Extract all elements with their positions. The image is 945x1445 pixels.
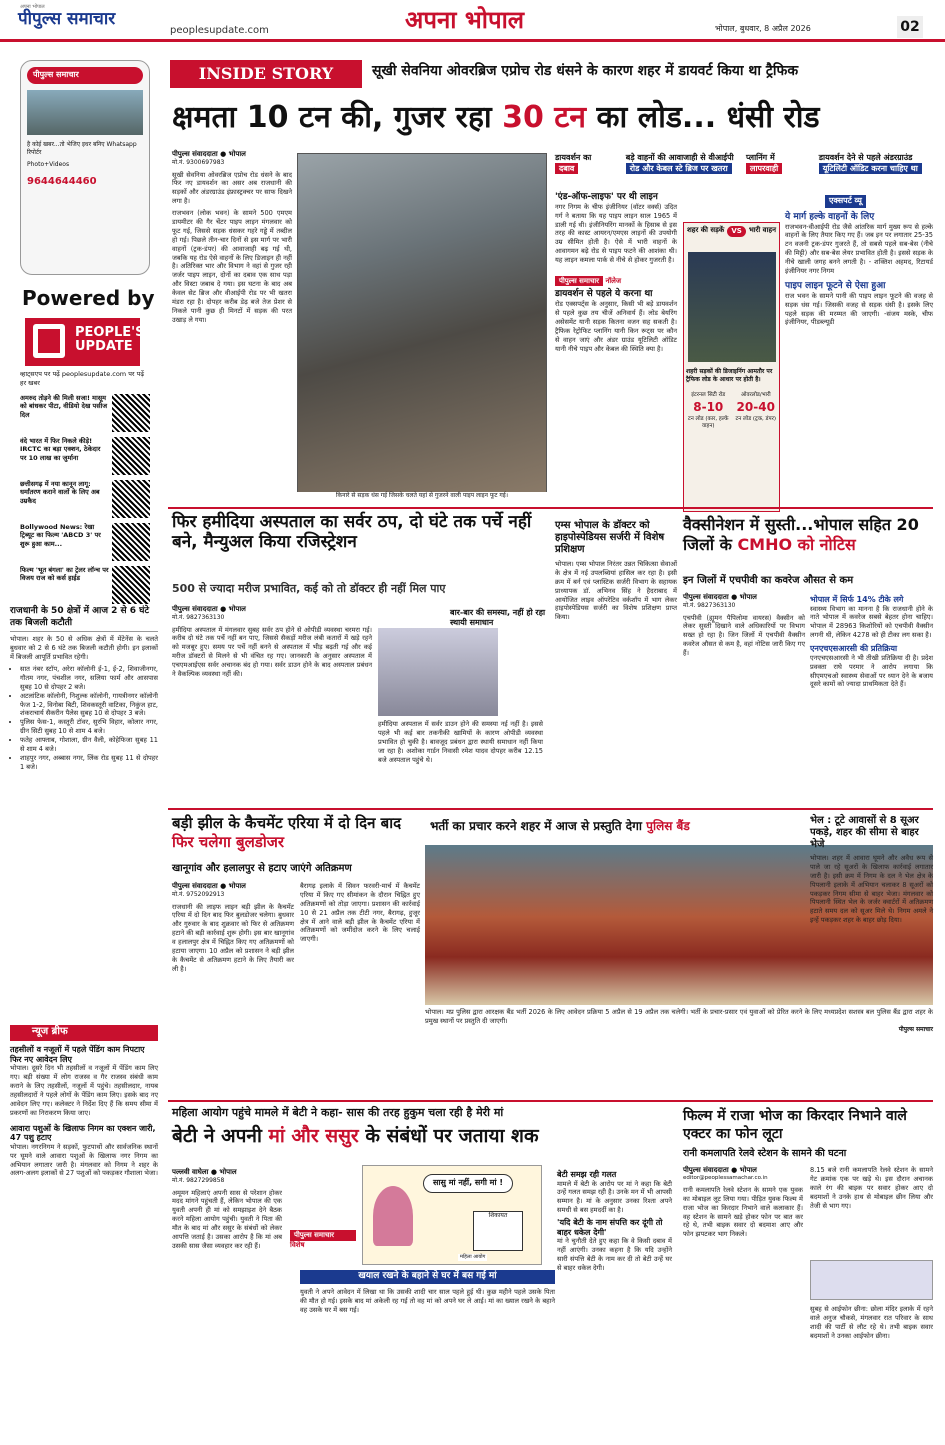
story-text: नगर निगम के चीफ इंजीनियर (वॉटर वर्क्स) उदित गर्ग ने बताया कि यह पाइप लाइन साल 1965 में डाली गई थी। इंजीनियरिंग मानकों के हिसाब से इस तरह की कास्ट आयरन/एमएस लाइनों की उपयोगी उम्र सीमित होती है। ऐसे में भारी वाहनों के आवागमन बढ़े रोड से पाइप फटने की आशंका थी। यह लाइन कमला पार्क से नीचे से होकर गुजरती है। (555, 202, 677, 265)
headline-part: बेटी ने अपनी (172, 1125, 269, 1147)
vs-left: शहर की सड़कें (687, 226, 725, 234)
page-header (0, 0, 945, 42)
story-text: भोपाल। दूसरे दिन भी तहसीलों व नजूलों में पेंडिंग काम लिए गए। बड़ी संख्या में लोग राजस्व व गैर राजस्व संबंधी काम कराने के लिए तहसीलों, नजूलों में पहुंचे। तहसीलदार, नायब तहसीलदारों ने पहले लोगों के पेंडिंग काम लिए। इसके बाद नए आवेदन लिए गए। कलेक्टर ने निर्देश दिए हैं कि समय सीमा में प्रकरणों का निराकरण किया जाए। (10, 1064, 158, 1117)
whatsapp-ad[interactable] (20, 60, 150, 275)
expert-tag: एक्सपर्ट व्यू (825, 195, 866, 208)
promo-item[interactable]: वंदे भारत में फिर निकले कीड़े! IRCTC का बड़ा एक्शन, ठेकेदार पर 10 लाख का जुर्माना (20, 436, 101, 463)
flag-item (819, 153, 933, 183)
ad-brand: पीपुल्स समाचार (27, 67, 143, 84)
byline: पीपुल्स संवाददाता ● भोपाल (683, 1166, 757, 1174)
headline-part: के संबंधों पर जताया शक (358, 1125, 539, 1147)
flag-item (555, 153, 620, 183)
story-headline[interactable]: आवारा पशुओं के खिलाफ निगम का एक्शन जारी, 47 पशु हटाए (10, 1123, 156, 1143)
story-text: युवती ने अपने आवेदन में लिखा था कि उसकी शादी चार साल पहले हुई थी। कुछ महीने पहले उसके पिता की मौत हो गई। इसके बाद मां अकेली रह गई तो वह मां को अपने घर ले आई। मां का ख्याल रखने के बहाने वह उसके घर में बस गई। (300, 1288, 555, 1314)
list-item: • शाहपुर नगर, अब्बास नगर, लिंक रोड सुबह 11 से दोपहर 1 बजे। (20, 754, 158, 772)
story-text: भोपाल। नगरनिगम ने सड़कों, फुटपाथों और सार्वजनिक स्थानों पर घूमने वाले आवारा पशुओं के खिलाफ नगर निगम का अभियान लगातार जारी है। मंगलवार को निगम ने शहर के अलग-अलग इलाकों से 27 पशुओं को पकड़कर गौशाला भेजा। (10, 1142, 158, 1178)
promo-item[interactable]: अमरुद तोड़ने की मिली सजा! मासूम को बांधकर पीटा, वीडियो देख पसीज दिल (20, 393, 108, 420)
area-list (10, 665, 158, 772)
banner-text (300, 1288, 555, 1315)
vs-badge: VS (727, 226, 745, 237)
tag: नॉलेज (605, 277, 622, 286)
powered-by: Powered by (22, 286, 155, 310)
list-item: • सात नंबर स्टॉप, अरेरा कॉलोनी ई-1, ई-2, शिवाजीनगर, गौतम नगर, पंचशील नगर, सलिया फार्म और आसपास सुबह 10 से दोपहर 2 बजे। (20, 665, 158, 692)
bulldozer-column-2 (300, 882, 420, 944)
flag-item (626, 153, 740, 183)
headline-part: क्षमता 10 टन की, गुजर रहा (172, 100, 503, 135)
story-headline[interactable]: तहसीलों व नजूलों में पहले पेंडिंग काम निपटाए फिर नए आवेदन लिए (10, 1045, 145, 1064)
inside-story-label: INSIDE STORY (170, 60, 362, 88)
headline-part: बड़ी झील के कैचमेंट एरिया में दो दिन बाद (172, 814, 402, 832)
flag-highlight: लापरवाही (746, 163, 782, 174)
phone: मो.नं. 9827363130 (683, 602, 736, 610)
hamidia-column-2 (378, 720, 543, 764)
story-text: एनएचएसआरसी ने भी तीखी प्रतिक्रिया दी है। प्रदेश प्रवक्ता राघे परमार ने आरोप लगाया कि सीएमएचओ स्वास्थ्य सेवाओं पर ध्यान देने के बजाय दूसरे कामों को ज्यादा प्राथमिकता देते हैं। (810, 653, 933, 689)
headline-highlight: पुलिस बैंड (646, 819, 690, 833)
qr-code-icon (112, 394, 150, 432)
headline-part: भर्ती का प्रचार करने शहर में आज से प्रस्तुति देगा (430, 819, 647, 833)
news-brief-bar: न्यूज ब्रीफ (10, 1025, 158, 1041)
vs-row (684, 223, 779, 240)
list-item: • पुलिस फेस-1, कस्तूरी टॉवर, सुरभि विहार, कोलार नगर, ग्रीन सिटी सुबह 10 से शाम 4 बजे। (20, 718, 158, 736)
divider (168, 808, 933, 810)
ad-label: Photo+Videos (27, 160, 70, 168)
story-text: रानी कमलापति रेलवे स्टेशन के सामने एक युवक का मोबाइल लूट लिया गया। पीड़ित युवक फिल्म में राजा भोज का किरदार निभाने वाले कलाकार हैं। वह स्टेशन के सामने खड़े होकर फोन पर बात कर रहे थे, तभी बाइक सवार दो बदमाश आए और फोन झपटकर भाग निकले। (683, 1185, 803, 1239)
load-value: 20-40 (736, 400, 775, 415)
bulldozer-headline[interactable] (172, 814, 422, 852)
promo-item[interactable]: फिल्म 'भूत बंगला' का ट्रेलर लॉन्च पर विजय राज को कर्स हाईड (20, 565, 109, 583)
flag-item (746, 153, 813, 183)
byline: पीपुल्स संवाददाता ● भोपाल (683, 593, 757, 601)
story-text: मां ने चुनौती देते हुए कहा कि वे किसी दबाव में नहीं आएंगी। उनका कहना है कि यदि उन्होंने सारी संपत्ति बेटी के नाम कर दी तो बेटी उन्हें घर से बाहर धकेल देगी। (557, 1237, 672, 1273)
load-item (686, 392, 731, 430)
knowledge-tag (555, 277, 677, 286)
lead-column (172, 150, 292, 325)
ad-photo (27, 90, 143, 135)
cartoon-illustration (362, 1165, 542, 1265)
subhead[interactable]: 'एंड-ऑफ-लाइफ' पर थी लाइन (555, 192, 658, 202)
subhead[interactable]: बेटी समझ रही गलत (557, 1170, 617, 1179)
flag-text: बड़े वाहनों की आवाजाही से वीआईपी (625, 153, 734, 162)
logo-text: PEOPLE'S UPDATE (75, 325, 145, 355)
hamidia-headline[interactable]: फिर हमीदिया अस्पताल का सर्वर ठप, दो घंटे तक पर्चे नहीं बने, मैन्युअल किया रजिस्ट्रेशन (172, 512, 532, 553)
subhead[interactable]: डायवर्शन से पहले ये करना था (555, 289, 653, 300)
lead-headline[interactable] (172, 98, 820, 139)
story-text: हमीदिया अस्पताल में मंगलवार सुबह सर्वर ठप होने से ओपीडी व्यवस्था चरमरा गई। करीब दो घंटे तक पर्चे नहीं बन पाए, जिससे सैकड़ों मरीज लंबी कतारों में खड़े रहने को मजबूर हुए। समय पर पर्चे नहीं बनने से अस्पताल में भीड़ बढ़ती गई और कई मरीज डॉक्टरों से मिलने से भी वंचित रह गए। जानकारी के अनुसार अस्पताल में एचएमआईएस सर्वर अचानक बंद हो गया। सर्वर डाउन होने के बाद अस्पताल प्रबंधन ने वैकल्पिक व्यवस्था नहीं की। (172, 625, 372, 678)
cmho-column (683, 593, 805, 658)
aiims-headline[interactable]: एम्स भोपाल के डॉक्टर को हाइपोस्पेडियस सर्जरी में विशेष प्रशिक्षण (555, 520, 665, 555)
logo-icon (33, 324, 65, 358)
cmho-headline[interactable] (683, 515, 933, 555)
story-text: मामले में बेटी के आरोप पर मां ने कहा कि बेटी उन्हें गलत समझ रही है। उनके मन में भी आपसी सम्मान है। मां के अनुसार उनका रिश्ता अपने समधी से बस हमदर्दी का है। (557, 1179, 672, 1215)
hamidia-subhead: 500 से ज्यादा मरीज प्रभावित, कई को तो डॉक्टर ही नहीं मिल पाए (172, 582, 446, 595)
hospital-photo (378, 628, 498, 716)
masthead-tagline: अपना भोपाल (20, 4, 45, 10)
story-text: सुबह से आईफोन छीना: छोला मंदिर इलाके में रहने वाले अनुज चौकसे, मंगलवार रात परिवार के साथ शादी की पार्टी से लौट रहे थे। तभी बाइक सवार बदमाशों ने उनका आईफोन छीना। (810, 1305, 933, 1340)
photo-caption: किनारे से सड़क धंस गई जिसके चलते यहां से गुजरने वाली पाइप लाइन फूट गई। (297, 492, 547, 500)
actor-column-2 (810, 1166, 933, 1210)
commission-headline[interactable] (172, 1124, 672, 1150)
qr-code-icon (112, 523, 150, 561)
pigs-story (810, 815, 933, 925)
phone: मो.नं. 9827299858 (172, 1177, 225, 1185)
promo-item[interactable]: व्हाट्सएप पर पढ़ें peoplesupdate.com पर पढ़ें हर खबर (20, 370, 144, 387)
promo-item[interactable]: छत्तीसगढ़ में नया कानून लागू: धर्मांतरण कराने वालों के लिए अब उम्रकैद (20, 479, 100, 506)
cmho-side (810, 595, 933, 689)
phone: मो.नं. 9752092913 (172, 891, 225, 899)
promo-item[interactable]: Bollywood News: रेखा ट्रिब्यूट का फिल्म 'ABCD 3' पर शुरू हुआ काम... (20, 522, 101, 549)
load-unit: टन लोड (कार, हल्के वाहन) (687, 415, 729, 430)
load-value: 8-10 (693, 400, 724, 415)
road-collapse-photo (297, 153, 547, 493)
phone: मो.नं. 9300697983 (172, 159, 225, 167)
story-banner: खयाल रखने के बहाने से घर में बस गई मां (300, 1270, 555, 1284)
aiims-story (555, 520, 677, 622)
load-item (734, 392, 779, 430)
tag: पीपुल्स समाचार (290, 1230, 356, 1241)
headline-highlight: मां और ससुर (268, 1125, 359, 1147)
list-item: • फतेह आफ्ताब, गोशाला, ग्रीन वैली, कोहेफिजा सुबह 11 से शाम 4 बजे। (20, 736, 158, 754)
email[interactable]: editor@peoplessamachar.co.in (683, 1175, 768, 1182)
tag: विशेष (290, 1241, 305, 1250)
actor-subhead: रानी कमलापति रेलवे स्टेशन के सामने की घटना (683, 1148, 847, 1159)
bulldozer-subhead: खानूगांव और हलालपुर से हटाए जाएंगे अतिक्रमण (172, 863, 352, 874)
masthead-logo: पीपुल्स समाचार (18, 9, 116, 29)
photo-credit: पीपुल्स समाचार (898, 1025, 933, 1033)
page-number: 02 (897, 16, 923, 38)
headline-highlight: CMHO को नोटिस (737, 535, 856, 554)
woman-figure (373, 1186, 413, 1246)
story-text: अमूमन महिलाएं अपनी सास से परेशान होकर मदद मांगने पहुंचती हैं, लेकिन भोपाल की एक युवती अपनी ही मां को समझाइश देने बैठक करने महिला आयोग पहुंची। युवती ने पिता की मौत के बाद मां और ससुर के संबंधों को लेकर आपत्ति जताई है। उसका आरोप है कि मां अब उसकी सास जैसा व्यवहार कर रही हैं। (172, 1188, 282, 1250)
story-text: राज भवन के सामने पानी की पाइप लाइन फूटने की वजह से सड़क धंस गई। जिसकी वजह से सड़क धंसी है। इसके लिए पहले सड़क की मरम्मत की जाएगी। -संजय मस्के, चीफ इंजीनियर, पीडब्ल्यूडी (785, 291, 933, 327)
phone: मो.नं. 9827363130 (172, 614, 225, 622)
subhead[interactable]: पाइप लाइन फूटने से ऐसा हुआ (785, 280, 886, 291)
ad-phone-number[interactable]: 9644644460 (27, 176, 97, 188)
promo-list (20, 370, 150, 604)
story-text: स्वास्थ्य विभाग का मानना है कि राजधानी होने के नाते भोपाल में कवरेज सबसे बेहतर होना चाहिए। भोपाल में 28963 किशोरियों को एचपीवी वैक्सीन लगनी थी, लेकिन 4278 को ही टीका लग सका है। (810, 604, 933, 640)
story-text: भोपाल। एम्स भोपाल निरंतर उन्नत चिकित्सा सेवाओं के क्षेत्र में नई उपलब्धियां हासिल कर रहा है। इसी क्रम में बर्न एवं प्लास्टिक सर्जरी विभाग के सहायक प्राध्यापक डॉ. अभिनव सिंह ने हैदराबाद में आयोजित लाइव ऑपरेटिव वर्कशॉप में भाग लेकर हाइपोस्पेडियस सर्जरी का विशेष प्रशिक्षण प्राप्त किया। (555, 560, 677, 622)
phone-photo (810, 1260, 933, 1300)
expert-view (785, 195, 933, 327)
flag-text: डायवर्शन का (555, 153, 592, 162)
qr-code-icon (112, 566, 150, 604)
peoples-update-logo[interactable] (25, 318, 145, 366)
byline: पीपुल्स संवाददाता ● भोपाल (172, 605, 246, 613)
subhead[interactable]: बार-बार की समस्या, नहीं हो रहा स्थायी समाधान (450, 608, 546, 627)
byline: पल्लवी वाघेला ● भोपाल (172, 1168, 237, 1176)
list-item: • अटलांटिक कॉलोनी, निशुल्क कॉलोनी, गायत्रीनगर कॉलोनी फेज 1-2, विनोबा बिटी, शिवकस्तूरी वाटिका, निकुंज हाट, शंकराचार्य सैकरीन पैलेस सुबह 10 से दोपहर 3 बजे। (20, 692, 158, 719)
life-column (555, 192, 677, 354)
dateline: भोपाल, बुधवार, 8 अप्रैल 2026 (715, 24, 811, 33)
police-band-headline[interactable] (430, 818, 780, 834)
pigs-headline[interactable]: भेल : टूटे आवासों से 8 सूअर पकड़े, शहर की सीमा से बाहर भेजे (810, 815, 919, 850)
hamidia-column (172, 605, 372, 679)
actor-column-3 (810, 1305, 933, 1341)
section-title: अपना भोपाल (405, 6, 525, 34)
story-text: भोपाल। मप्र पुलिस द्वारा आरक्षक बैंड भर्ती 2026 के लिए आवेदन प्रक्रिया 5 अप्रैल से 19 अप्रैल तक चलेगी। भर्ती के प्रचार-प्रसार एवं युवाओं को प्रेरित करने के लिए मध्यप्रदेश सशस्त्र बल पुलिस बैंड द्वारा शहर के प्रमुख स्थानों पर प्रस्तुति दी जाएगी। (425, 1008, 933, 1025)
story-text: भोपाल। शहर में आवारा घूमने और अवैध रूप से पाले जा रहे सूअरों के खिलाफ कार्रवाई लगातार जारी है। इसी क्रम में निगम के दल ने भेल क्षेत्र के पिपलानी इलाके में अभियान चलाकर 8 सूअरों को पकड़कर निगम सीमा से बाहर भेजा। मंगलवार को पिपलानी स्थित भेल के जर्जर क्वार्टरों में अतिक्रमण हटाते समय दल को सूअर मिले थे। निगम अमले ने इन्हें पकड़कर शहर के बाहर छोड़ दिया। (810, 854, 933, 925)
headline-part: का लोड... धंसी रोड (586, 100, 820, 135)
flag-highlight: रोड और केबल स्टे ब्रिज पर खतरा (626, 163, 732, 174)
flag-text: डायवर्शन देने से पहले अंडरग्राउंड (818, 153, 913, 162)
hamidia-box (450, 608, 545, 627)
load-label: इंटरनल सिटी रोड (691, 392, 726, 398)
story-text: सूखी सेवनिया ओवरब्रिज एप्रोच रोड धंसने के बाद फिर नए डायवर्शन का असर अब राजधानी की सड़कों और अंडरग्राउंड इंफ्रास्ट्रक्चर पर साफ दिखने लगा है। (172, 170, 292, 206)
tag: पीपुल्स समाचार (555, 276, 603, 286)
divider (168, 1100, 933, 1102)
subhead[interactable]: भोपाल में सिर्फ 14% टीके लगे (810, 595, 904, 604)
story-text: रोड एक्सपर्ट्स के अनुसार, किसी भी बड़े डायवर्शन से पहले कुछ तय चीजें अनिवार्य हैं। लोड बेयरिंग असेसमेंट यानी सड़क कितना वजन सह सकती है। ट्रैफिक रेट्रोफिट प्लानिंग यानी किन रूट्स पर कौन से वाहन जाएं और अंडर ग्राउंड यूटिलिटी ऑडिट यानी नीचे पाइप और केबल की स्थिति क्या है। (555, 300, 677, 353)
subhead[interactable]: 'यदि बेटी के नाम संपत्ति कर दूंगी तो बाहर धकेल देगी' (557, 1218, 663, 1237)
story-text: भोपाल। शहर के 50 से अधिक क्षेत्रों में मेंटेनेंस के चलते बुधवार को 2 से 6 घंटे तक बिजली कटौती होगी। इन इलाकों में बिजली आपूर्ति प्रभावित रहेगी। (10, 635, 158, 662)
bulldozer-column (172, 882, 294, 974)
vs-right: भारी वाहन (748, 226, 776, 234)
info-caption: शहरी सड़कों की डिजाइनिंग आमतौर पर ट्रैफिक लोड के आधार पर होती है। (686, 368, 773, 384)
inside-story-headline[interactable]: सूखी सेवनिया ओवरब्रिज एप्रोच रोड धंसने के कारण शहर में डायवर्ट किया था ट्रैफिक (372, 63, 799, 79)
mother-box (557, 1170, 672, 1273)
brief-stories (10, 1045, 158, 1178)
power-cut-story (10, 605, 158, 772)
divider (168, 507, 933, 509)
flag-highlight: यूटिलिटी ऑडिट करना चाहिए था (819, 163, 922, 174)
truck-photo (688, 252, 776, 362)
special-tag (290, 1230, 356, 1251)
load-values (686, 392, 778, 430)
headline-highlight: 30 टन (502, 100, 587, 135)
qr-code-icon (112, 437, 150, 475)
site-link[interactable]: peoplesupdate.com (170, 25, 269, 36)
subhead[interactable]: ये मार्ग हल्के वाहनों के लिए (785, 211, 875, 222)
commission-column (172, 1168, 282, 1251)
story-headline[interactable]: राजधानी के 50 क्षेत्रों में आज 2 से 6 घंटे तक बिजली कटौती (10, 605, 158, 632)
load-label: ओवरलोड/भारी (740, 392, 771, 398)
story-text: हमीदिया अस्पताल में सर्वर डाउन होने की समस्या नई नहीं है। इससे पहले भी कई बार तकनीकी खामियों के कारण ओपीडी व्यवस्था प्रभावित हो चुकी है। बावजूद प्रबंधन द्वारा स्थायी समाधान नहीं किया जा रहा है। अशोका गार्डन निवासी रमेश यादव दोपहर करीब 12.15 बजे अस्पताल पहुंचे थे। (378, 720, 543, 764)
story-text: एचपीवी (ह्यूमन पैपिलोमा वायरस) वैक्सीन को लेकर सुस्ती दिखाने वाले अधिकारियों पर विभाग सख्त हो रहा है। जिन जिलों में एचपीवी वैक्सीन कवरेज औसत से कम है, वहां नोटिस जारी किए गए हैं। (683, 613, 805, 658)
story-text: 8.15 बजे रानी कमलापति रेलवे स्टेशन के सामने गेट क्रमांक एक पर खड़े थे। इस दौरान अचानक काले रंग की बाइक पर सवार होकर आए दो बदमाशों ने उनके हाथ से मोबाइल छीन लिया और तेजी से भाग गए। (810, 1166, 933, 1210)
story-text: बैरागढ़ इलाके में सिवन फरवरी-मार्च में कैचमेंट एरिया में किए गए सीमांकन के दौरान चिह्नित हुए अतिक्रमणों को तोड़ा जाएगा। प्रशासन की कार्रवाई 10 से 21 अप्रैल तक टीटी नगर, बैरागढ़, हुजूर क्षेत्र में आने वाले बड़ी झील के कैचमेंट एरिया में अतिक्रमणों को जमींदोज करने के लिए चलाई जाएगी। (300, 882, 420, 944)
speech-bubble: सासु मां नहीं, सगी मां ! (423, 1174, 513, 1193)
commission-label: महिला आयोग (460, 1254, 486, 1260)
band-caption (425, 1008, 933, 1034)
flag-highlight: दबाव (555, 163, 578, 174)
complaint-paper: शिकायत (473, 1211, 523, 1251)
actor-headline[interactable]: फिल्म में राजा भोज का किरदार निभाने वाले एक्टर का फोन लूटा (683, 1108, 907, 1142)
headline-part: वैक्सीनेशन में सुस्ती...भोपाल सहित 20 जिलों के (683, 515, 919, 554)
ad-line: है कोई खबर...तो भेजिए इधर बनिए Whatsapp रिपोर्टर (27, 140, 137, 156)
byline: पीपुल्स संवाददाता ● भोपाल (172, 150, 246, 158)
byline: पीपुल्स संवाददाता ● भोपाल (172, 882, 246, 890)
headline-highlight: फिर चलेगा बुलडोजर (172, 832, 284, 851)
story-text: राजधानी की लाइफ लाइन बड़ी झील के कैचमेंट एरिया में दो दिन बाद फिर बुलडोजर चलेगा। बुधवार और गुरुवार के बाद शुक्रवार को फिर से अतिक्रमण हटाने की बड़ी कार्रवाई शुरू होगी। इस बार खानूगांव व हलालपुर क्षेत्र में चिह्नित किए गए अतिक्रमणों को हटाया जाएगा। 10 अप्रैल को प्रशासन ने बड़ी झील के कैचमेंट से अतिक्रमण हटाने के लिए तैयारी कर ली है। (172, 902, 294, 973)
actor-column (683, 1166, 803, 1239)
story-text: राजभवन-वीआईपी रोड जैसे आंतरिक मार्ग मुख्य रूप से हल्के वाहनों के लिए तैयार किए गए हैं। जब इन पर लगातार 25-35 टन वजनी ट्रक-डंपर गुजरते हैं, तो सबसे पहले सब-बेस (नीचे की मिट्टी) और सब-बेस लेयर प्रभावित होती है। इससे सड़क के नीचे खाली जगह बनने लगती है। - शक्तिश अहमद, रिटायर्ड इंजीनियर नगर निगम (785, 222, 933, 276)
load-unit: टन लोड (ट्रक, डंपर) (735, 415, 777, 422)
flag-strip (555, 153, 933, 183)
commission-kicker: महिला आयोग पहुंचे मामले में बेटी ने कहा- सास की तरह हुकुम चला रही है मेरी मां (172, 1106, 504, 1119)
flag-text: प्लानिंग में (746, 153, 775, 162)
subhead[interactable]: एनएचएसआरसी की प्रतिक्रिया (810, 644, 898, 654)
story-text: राजभवन (लोक भवन) के सामने 500 एमएम डायमीटर की गैर चेंटर पाइप लाइन मंगलवार को फूट गई, जिससे सड़क धंसकर गहरे गड्ढे में तब्दील हो गई। पिछले तीन-चार दिनों से इस मार्ग पर भारी वाहनों (ट्रक-डंपर) की आवाजाही बढ़ गई थी, जबकि यह रोड ऐसे वाहनों के लिए डिजाइन ही नहीं है। अतिरिक्त भार और विभाग ने वहां से गुजर रही जर्जर पाइप लाइन, दोनों का दबाव एक साथ पड़ा और विस्टा जबाब दे गया। इस घटना के बाद अब केवल सेट ब्रिज और वीआईपी रोड पर भी खतरा मंडरा रहा है। दोपहर करीब डेढ़ बजे तेज प्रेशर से निकले पानी कुछ ही मिनटों में सड़क की परत उखाड़ ले गया। (172, 209, 292, 324)
qr-code-icon (112, 480, 150, 518)
cmho-subhead: इन जिलों में एचपीवी का कवरेज औसत से कम (683, 575, 854, 586)
